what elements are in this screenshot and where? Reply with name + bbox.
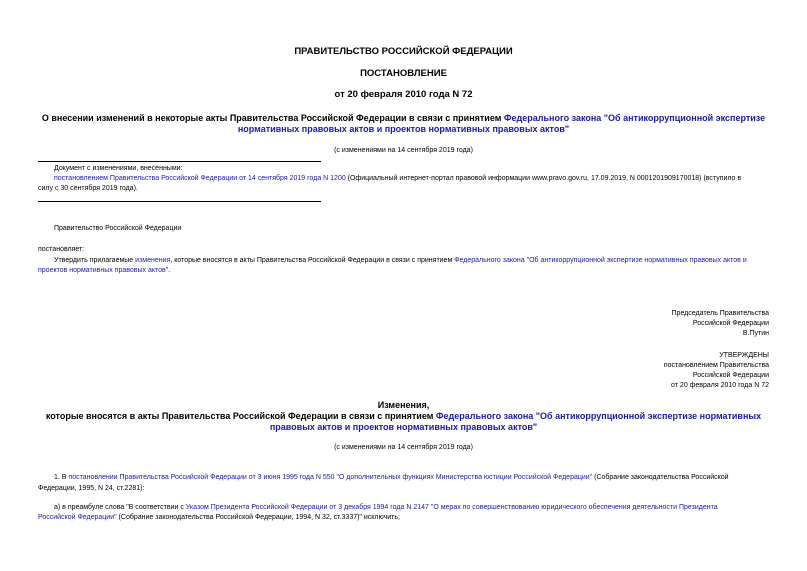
item1-rest: (Собрание законодательства Российской	[592, 474, 729, 481]
decides: постановляет:	[38, 246, 85, 253]
changes-law-link[interactable]: Федерального закона "Об антикоррупционной экспертизе нормативных	[435, 411, 762, 421]
item1-pre: 1. В	[54, 474, 69, 481]
issuer: Правительство Российской Федерации	[54, 225, 182, 232]
changes-revision-note: (с изменениями на 14 сентября 2019 года)	[334, 444, 473, 451]
item-a	[54, 503, 769, 513]
amend-line2	[54, 174, 769, 184]
amend-line1: Документ с изменениями, внесенными:	[54, 165, 183, 172]
decree-550-link[interactable]: постановлении Правительства Российской Федерации от 3 июня 1995 года N 550 "О дополнительных функциях Министерства юстиции Российской Федерации"	[68, 474, 593, 481]
itemA-pre: а) в преамбуле слова "В соответствии с	[54, 504, 186, 511]
changes-subtitle-prefix: которые вносятся в акты Правительства Российской Федерации в связи с принятием	[45, 411, 436, 421]
approved-by: постановлением Правительства	[663, 362, 769, 369]
changes-subtitle	[40, 411, 767, 433]
decree-2147-link[interactable]: Указом Президента Российской Федерации от 3 декабря 1994 года N 2147 "О мерах по совершенствованию юридического обеспечения деятельности Президента	[185, 504, 718, 511]
item-1-cont: Федерации, 1995, N 24, ст.2281):	[38, 485, 145, 492]
government-heading: ПРАВИТЕЛЬСТВО РОССИЙСКОЙ ФЕДЕРАЦИИ	[294, 46, 513, 57]
revision-note: (с изменениями на 14 сентября 2019 года)	[334, 147, 473, 154]
decree-2147-link-cont[interactable]: Российской Федерации"	[38, 514, 117, 521]
p1-text-mid: , которые вносятся в акты Правительства Российской Федерации в связи с принятием	[170, 257, 455, 264]
title-prefix: О внесении изменений в некоторые акты Правительства Российской Федерации в связи с принятием	[41, 113, 504, 123]
signature-name: В.Путин	[742, 330, 769, 337]
federal-law-link-body[interactable]: Федерального закона "Об антикоррупционной экспертизе нормативных правовых актов и	[454, 257, 747, 264]
p1-text-pre: Утвердить прилагаемые	[54, 257, 136, 264]
divider-top	[38, 161, 321, 162]
item-1	[54, 473, 769, 483]
itemA-rest: (Собрание законодательства Российской Федерации, 1994, N 32, ст.3337)" исключить;	[116, 514, 400, 521]
federal-law-link-cont[interactable]: нормативных правовых актов и проектов нормативных правовых актов"	[237, 124, 570, 134]
item-a-cont	[38, 513, 400, 523]
p1-end: .	[168, 267, 171, 274]
changes-title: Изменения,	[377, 400, 430, 410]
document-date: от 20 февраля 2010 года N 72	[334, 89, 473, 100]
changes-link[interactable]: изменения	[135, 257, 171, 264]
approved-org: Российской Федерации	[692, 372, 769, 379]
paragraph-1-cont	[38, 266, 170, 276]
approved-label: УТВЕРЖДЕНЫ	[719, 352, 769, 359]
divider-bottom	[38, 201, 321, 202]
federal-law-link[interactable]: Федерального закона "Об антикоррупционной экспертизе	[503, 113, 766, 123]
amend-line3: силу с 30 сентября 2019 года).	[38, 185, 138, 192]
amend-source: (Официальный интернет-портал правовой информации www.pravo.gov.ru, 17.09.2019, N 0001201909170018) (вступило в	[345, 175, 742, 182]
signature-title: Председатель Правительства	[671, 310, 769, 317]
document-title	[40, 113, 767, 135]
approved-date: от 20 февраля 2010 года N 72	[671, 382, 769, 389]
document-type: ПОСТАНОВЛЕНИЕ	[360, 68, 447, 79]
federal-law-link-body-cont[interactable]: проектов нормативных правовых актов"	[38, 267, 169, 274]
signature-org: Российской Федерации	[692, 320, 769, 327]
amending-decree-link[interactable]: постановлением Правительства Российской Федерации от 14 сентября 2019 года N 1200	[54, 175, 346, 182]
changes-law-link-cont[interactable]: правовых актов и проектов нормативных правовых актов"	[269, 422, 538, 432]
paragraph-1	[54, 256, 769, 266]
